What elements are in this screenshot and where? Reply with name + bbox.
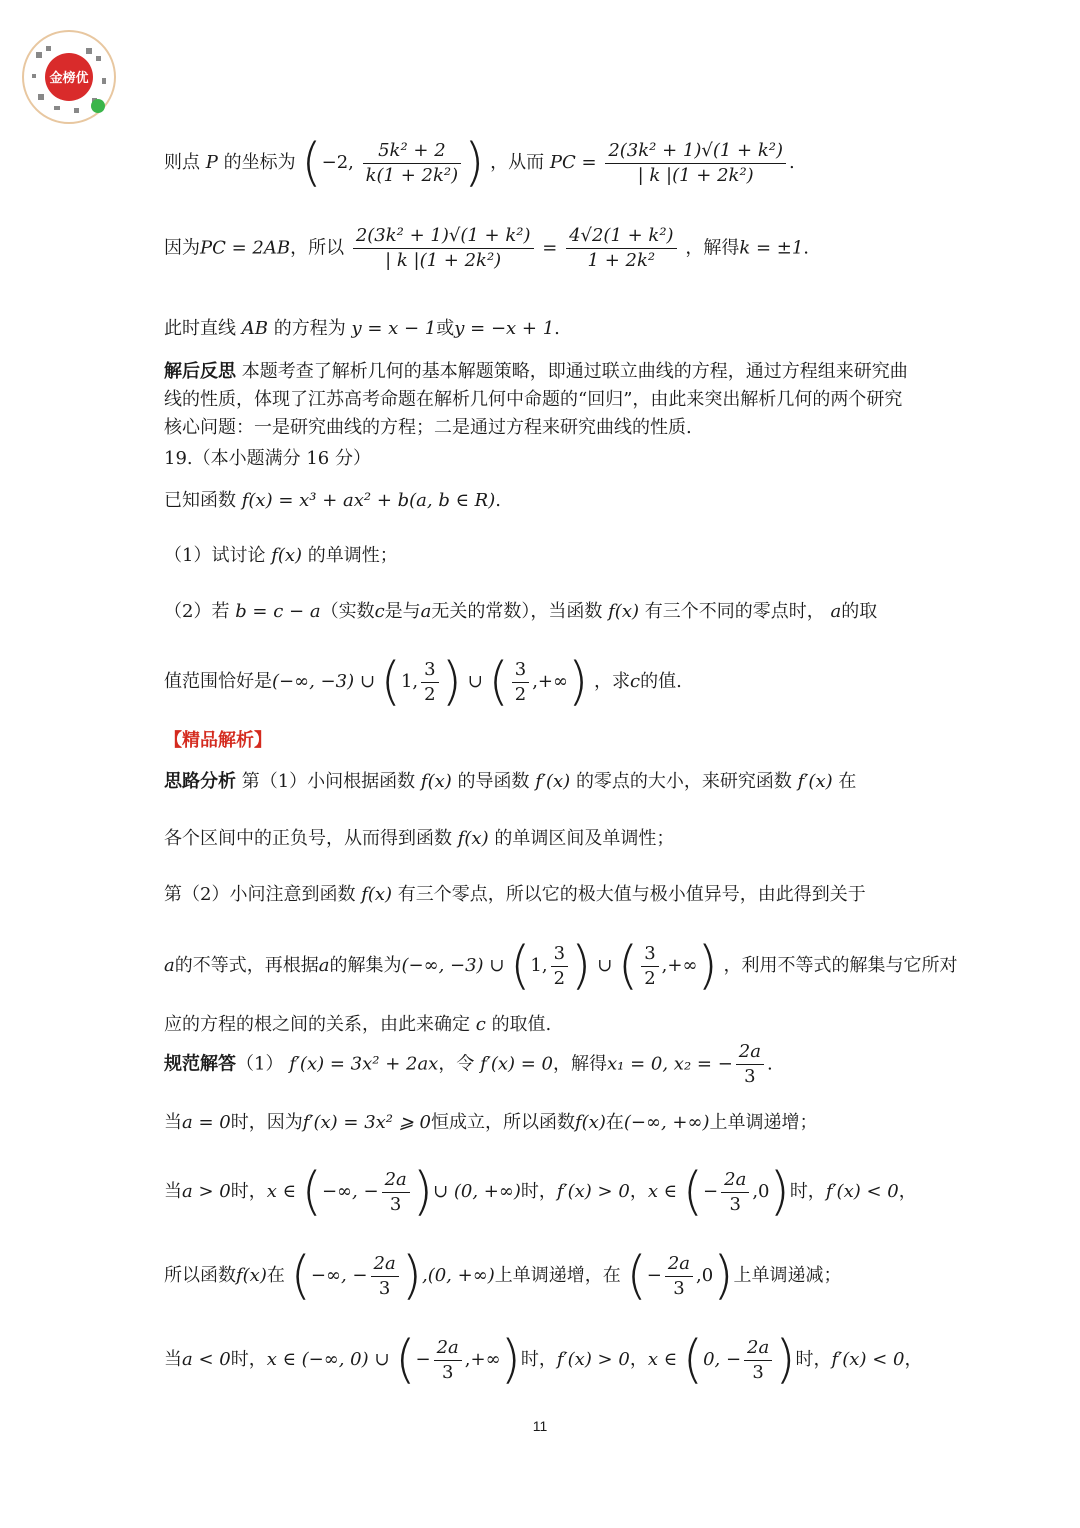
solution-case-a-positive: 当a > 0时，x ∈ (−∞, − $\frac{2a}{3}$ )∪ (0, +∞)时，f′(x) > 0，x ∈ (− $\frac{2a}{3}$ ,0)时，f′(x) < 0， xyxy=(164,1162,917,1222)
solution-case-a-negative: 当a < 0时，x ∈ (−∞, 0) ∪ (− $\frac{2a}{3}$ ,+∞)时，f′(x) > 0，x ∈ (0, − $\frac{2a}{3}$ )时，f′(x) < 0， xyxy=(164,1330,923,1390)
analysis-header: 【精品解析】 xyxy=(164,730,272,751)
reflection-title: 解后反思 xyxy=(164,361,236,382)
fraction: $\frac{\text{2(3k² + 1)√(1 + k²)}}{\text{| k |(1 + 2k²)}}$ xyxy=(605,139,786,188)
question-19-part1: （1）试讨论 f(x) 的单调性； xyxy=(164,545,398,566)
fraction: $\frac{\text{5k² + 2}}{\text{k(1 + 2k²)}}$ xyxy=(363,139,462,188)
question-19-range: 值范围恰好是(−∞, −3) ∪ (1, $\frac{3}{2}$ ) ∪ ( $\frac{3}{2}$ ,+∞) ，求c的值. xyxy=(164,652,682,712)
line-pc-2ab: 因为PC = 2AB，所以 $\frac{\text{2(3k² + 1)√(1 + k²)}}{\text{| k |(1 + 2k²)}}$ = $\frac{\text{4√2(1 + k²)}}{\text{1 + 2k²}}$ ，解得k = ±1. xyxy=(164,225,810,271)
thinking-line-1: 思路分析 第（1）小问根据函数 f(x) 的导函数 f′(x) 的零点的大小，来研究函数 f′(x) 在 xyxy=(164,771,857,792)
thinking-line-3: 第（2）小问注意到函数 f(x) 有三个零点，所以它的极大值与极小值异号，由此得到关于 xyxy=(164,884,866,905)
line-ab-equation: 此时直线 AB 的方程为 y = x − 1或y = −x + 1. xyxy=(164,318,560,339)
solution-case-a-zero: 当a = 0时，因为f′(x) = 3x² ⩾ 0恒成立，所以函数f(x)在(−∞, +∞)上单调递增； xyxy=(164,1112,818,1133)
jinbangyou-logo xyxy=(14,22,124,127)
question-19-header: 19.（本小题满分 16 分） xyxy=(164,448,371,469)
page-number: 11 xyxy=(532,1418,548,1434)
thinking-line-5: 应的方程的根之间的关系，由此来确定 c 的取值. xyxy=(164,1014,552,1035)
svg-text:金榜优: 金榜优 xyxy=(49,71,89,86)
question-19-given: 已知函数 f(x) = x³ + ax² + b(a, b ∈ R). xyxy=(164,490,501,511)
question-19-part2: （2）若 b = c − a（实数c是与a无关的常数），当函数 f(x) 有三个不同的零点时， a的取 xyxy=(164,601,878,622)
fraction: $\frac{\text{2(3k² + 1)√(1 + k²)}}{\text{| k |(1 + 2k²)}}$ xyxy=(353,224,534,273)
fraction: $\frac{\text{4√2(1 + k²)}}{\text{1 + 2k²}}$ xyxy=(566,224,677,273)
solution-monotonic-positive: 所以函数f(x)在 (−∞, − $\frac{2a}{3}$ ),(0, +∞)上单调递增，在 (− $\frac{2a}{3}$ ,0)上单调递减； xyxy=(164,1246,842,1306)
thinking-line-2: 各个区间中的正负号，从而得到函数 f(x) 的单调区间及单调性； xyxy=(164,828,675,849)
thinking-line-4: a的不等式，再根据a的解集为(−∞, −3) ∪ (1, $\frac{3}{2}$ ) ∪ ( $\frac{3}{2}$ ,+∞) ，利用不等式的解集与它所对 xyxy=(164,936,958,996)
reflection-text: 本题考查了解析几何的基本解题策略，即通过联立曲线的方程，通过方程组来研究曲线的性质，体现了江苏高考命题在解析几何中命题的“回归”，由此来突出解析几何的两个研究核心问题：一是研究曲线的方程；二是通过方程来研究曲线的性质. xyxy=(164,361,908,438)
solution-line-1: 规范解答（1） f′(x) = 3x² + 2ax，令 f′(x) = 0，解得x₁ = 0, x₂ = − $\frac{2a}{3}$ . xyxy=(164,1041,773,1087)
line-point-p: 则点 P 的坐标为 (−2, $\frac{\text{5k² + 2}}{\text{k(1 + 2k²)}}$ ) ，从而 PC = $\frac{\text{2(3k² + 1)√(1 + k²)}}{\text{| k |(1 + 2k²)}}$ . xyxy=(164,133,795,193)
reflection-paragraph xyxy=(164,358,920,442)
